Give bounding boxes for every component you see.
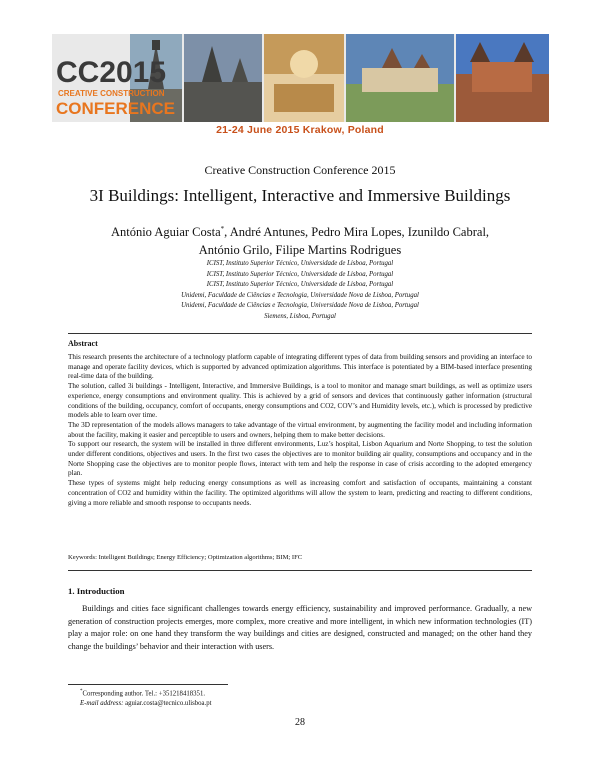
photo-panel-4: [346, 34, 454, 122]
email-address: aguiar.costa@tecnico.ulisboa.pt: [125, 700, 212, 708]
page-number: 28: [295, 717, 305, 728]
abstract-paragraph: This research presents the architecture of a technology platform capable of integrating different types of data from building sensors and providing an interface to manage and operate facility devices, which is supported by advanced optimization algorithms. This interface is potentiated by a BIM-based interface presenting real-time data of the building.: [68, 353, 532, 381]
footnote: [80, 687, 212, 709]
abstract-paragraph: To support our research, the system will be installed in three different environments, Luz’s hospital, Lisbon Aquarium and Norte Shopping, to test the solution under different conditions, objectives and users. In the first two cases the objectives are to monitor building air quality, consumptions and occupancy and in the Norte Shopping case the objectives are to monitor people flows, interact with tem and help the response in case of crisis according to the adopted emergency plan.: [68, 440, 532, 478]
photo-panel-5: [456, 34, 549, 122]
abstract-paragraph: The 3D representation of the models allows managers to take advantage of the virtual environment, by augmenting the facility model and including information about the facility, making it easier and perceptible to users and owners, helping them to make better decisions.: [68, 420, 532, 439]
affiliation: ICIST, Instituto Superior Técnico, Universidade de Lisboa, Portugal: [206, 281, 394, 289]
abstract-top-rule: [68, 333, 532, 334]
corresponding-mark: *: [220, 225, 225, 233]
author-line-2: António Grilo, Filipe Martins Rodrigues: [198, 243, 402, 258]
affiliation: Unidemi, Faculdade de Ciências e Tecnologia, Universidade Nova de Lisboa, Portugal: [181, 291, 419, 299]
paper-title: 3I Buildings: Intelligent, Interactive and Immersive Buildings: [89, 186, 511, 205]
banner-graphic: [52, 34, 549, 122]
abstract-body: [68, 353, 532, 508]
conference-name: Creative Construction Conference 2015: [204, 163, 396, 177]
photo-panel-3: [264, 34, 344, 122]
other-authors: , André Antunes, Pedro Mira Lopes, Izunildo Cabral,: [224, 225, 490, 240]
abstract-paragraph: These types of systems might help reducing energy consumptions as well as increasing comfort and satisfaction of occupants, maintaining a constant concentration of CO2 and humidity within the facility. The optimized algorithms will allow the system to learn, predicting and reacting to different conditions, giving a more reliable and smooth response to occupants needs.: [68, 479, 532, 507]
logo-subtitle-2: CONFERENCE: [56, 99, 176, 118]
conference-logo: [56, 56, 175, 118]
logo-subtitle-1: CREATIVE CONSTRUCTION: [58, 89, 165, 98]
affiliation-list: [60, 259, 540, 323]
conference-dates: 21-24 June 2015 Krakow, Poland: [216, 124, 384, 136]
footnote-rule: [68, 684, 228, 685]
author-line-1: [90, 220, 510, 241]
keywords: Keywords: Intelligent Buildings; Energy Efficiency; Optimization algorithms; BIM; IFC: [68, 554, 303, 561]
abstract-bottom-rule: [68, 570, 532, 571]
email-label: E-mail address:: [80, 700, 124, 708]
section-heading-introduction: 1. Introduction: [68, 586, 125, 596]
introduction-paragraph: Buildings and cities face significant challenges towards energy efficiency, sustainability and improved performance. Gradually, a new generation of construction projects emerges, more complex, more creative and more intelligent, in which new information technologies (IT) play a major role: on one hand they transform the way buildings and cities are designed, constructed and managed; on the other hand they change the buildings’ behavior and their interaction with users.: [68, 604, 532, 651]
footnote-line-1: [80, 687, 212, 699]
photo-panel-2: [184, 34, 262, 122]
footnote-line-2: [80, 699, 212, 709]
footnote-contact: Corresponding author. Tel.: +351218418351.: [82, 690, 206, 698]
logo-text: CC2015: [56, 56, 167, 89]
abstract-paragraph: The solution, called 3i buildings - Intelligent, Interactive, and Immersive Buildings, is a tool to monitor and manage smart buildings, as well as optimize users experience, energy consumptions and environment quality. This is achieved by a grid of sensors and devices that continuously gather information (structural conditions of the building, occupancy, comfort of occupants, energy consumptions and CO2, COV’s and Humidity levels, etc.), which is processed by predictive models able to learn over time.: [68, 382, 532, 420]
affiliation: ICIST, Instituto Superior Técnico, Universidade de Lisboa, Portugal: [206, 260, 394, 267]
corresponding-author: António Aguiar Costa: [110, 225, 221, 240]
affiliation: ICIST, Instituto Superior Técnico, Universidade de Lisboa, Portugal: [206, 270, 394, 278]
affiliation: Siemens, Lisboa, Portugal: [264, 312, 336, 320]
footnote-mark: *: [80, 689, 83, 694]
affiliation: Unidemi, Faculdade de Ciências e Tecnologia, Universidade Nova de Lisboa, Portugal: [181, 302, 419, 310]
author-list: [90, 220, 510, 259]
abstract-heading: Abstract: [68, 339, 98, 348]
